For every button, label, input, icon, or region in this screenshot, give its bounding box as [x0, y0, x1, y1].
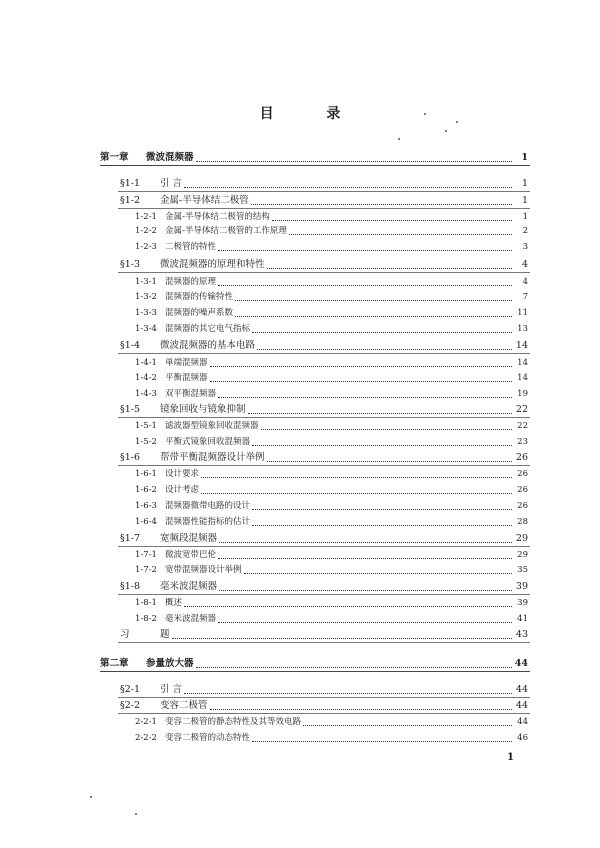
toc-entry-title: 变容二极管的动态特性 — [165, 733, 251, 743]
toc-entry-number: 2-2-2 — [135, 733, 157, 743]
toc-entry-number: 1-2-3 — [135, 242, 157, 252]
dot-leader — [172, 638, 512, 639]
toc-entry-number: 1-7-2 — [135, 565, 157, 575]
toc-entry-title: 微波混频器的原理和特性 — [160, 259, 265, 270]
toc-entry-title: 单端混频器 — [165, 358, 208, 368]
toc-entry-number: 1-3-3 — [135, 308, 157, 318]
toc-entry-page: 1 — [521, 152, 528, 163]
page-title: 目 录 — [259, 106, 365, 122]
toc-entry-title: 设计要求 — [165, 469, 200, 479]
toc-entry-title: 混频器性能指标的估计 — [165, 517, 251, 527]
toc-entry-page: 2 — [522, 226, 528, 236]
toc-entry-number: 习 — [120, 629, 130, 640]
toc-entry-title: 滤波器型镜象回收混频器 — [165, 421, 259, 431]
toc-entry-page: 22 — [515, 404, 528, 415]
toc-entry-page: 26 — [517, 485, 528, 495]
toc-entry-title: 双平衡混频器 — [165, 389, 217, 399]
toc-entry-number: 1-6-1 — [135, 469, 157, 479]
dot-leader — [289, 234, 512, 235]
dot-leader — [248, 413, 512, 414]
dot-leader — [196, 161, 512, 162]
chapter-rule — [100, 671, 530, 672]
toc-entry-number: §1-6 — [120, 452, 141, 463]
toc-entry-page: 46 — [517, 733, 528, 743]
toc-entry-title: 平衡混频器 — [165, 373, 208, 383]
toc-entry-number: 1-2-1 — [135, 212, 157, 222]
toc-entry-page: 4 — [521, 259, 528, 270]
toc-entry-number: §1-3 — [120, 259, 141, 270]
toc-entry-page: 26 — [515, 452, 528, 463]
scan-speck — [398, 138, 400, 140]
toc-entry-page: 1 — [522, 212, 528, 222]
toc-entry-number: 1-2-2 — [135, 226, 157, 236]
toc-entry-number: 1-6-3 — [135, 501, 157, 511]
dot-leader — [218, 558, 512, 559]
scan-speck — [456, 121, 458, 123]
toc-entry-page: 26 — [517, 469, 528, 479]
toc-entry-subsec — [135, 238, 528, 256]
toc-entry-number: §1-4 — [120, 340, 141, 351]
toc-entry-title: 宽频段混频器 — [160, 533, 218, 544]
toc-entry-number: 1-8-2 — [135, 614, 157, 624]
toc-entry-page: 44 — [515, 700, 528, 711]
toc-entry-title: 混频器的原理 — [165, 277, 217, 287]
dot-leader — [235, 316, 512, 317]
scan-speck — [90, 796, 92, 798]
scan-speck — [424, 113, 426, 115]
dot-leader — [219, 590, 512, 591]
toc-entry-page: 23 — [517, 437, 528, 447]
toc-entry-page: 14 — [517, 358, 528, 368]
toc-entry-title: 微波混频器的基本电路 — [160, 340, 256, 351]
toc-entry-title: 混频器微带电路的设计 — [165, 501, 251, 511]
chapter-rule — [100, 165, 530, 166]
toc-entry-page: 22 — [517, 421, 528, 431]
toc-entry-title: 混频器的噪声系数 — [165, 308, 234, 318]
toc-entry-number: 1-7-1 — [135, 550, 157, 560]
dot-leader — [244, 573, 512, 574]
dot-leader — [252, 525, 512, 526]
toc-entry-page: 39 — [517, 598, 528, 608]
toc-entry-title: 金属-半导体结二极管的结构 — [165, 212, 270, 222]
toc-entry-page: 28 — [517, 517, 528, 527]
toc-entry-page: 3 — [522, 242, 528, 252]
toc-entry-number: 1-4-3 — [135, 389, 157, 399]
toc-entry-number: §2-1 — [120, 684, 141, 695]
toc-entry-title: 混频器的其它电气指标 — [165, 324, 251, 334]
toc-entry-subsec — [135, 320, 528, 338]
toc-entry-page: 44 — [515, 684, 528, 695]
toc-entry-subsec — [135, 561, 528, 579]
toc-entry-page: 44 — [514, 658, 528, 669]
toc-entry-page: 13 — [517, 324, 528, 334]
dot-leader — [218, 397, 512, 398]
dot-leader — [218, 285, 512, 286]
toc-entry-title: 变容二极管 — [160, 700, 208, 711]
toc-entry-title: 题 — [160, 629, 170, 640]
toc-entry-number: 第一章 — [100, 152, 129, 163]
dot-leader — [201, 493, 512, 494]
dot-leader — [184, 693, 512, 694]
dot-leader — [210, 381, 512, 382]
toc-entry-number: 1-4-1 — [135, 358, 157, 368]
scan-speck — [135, 813, 137, 815]
toc-entry-page: 43 — [515, 629, 528, 640]
dot-leader — [272, 220, 512, 221]
dot-leader — [184, 187, 512, 188]
toc-entry-title: 概述 — [165, 598, 183, 608]
toc-entry-number: 1-5-2 — [135, 437, 157, 447]
toc-entry-number: 1-4-2 — [135, 373, 157, 383]
dot-leader — [251, 204, 512, 205]
toc-entry-number: §2-2 — [120, 700, 141, 711]
toc-entry-page: 26 — [517, 501, 528, 511]
toc-entry-number: 2-2-1 — [135, 717, 157, 727]
toc-entry-number: 第二章 — [100, 658, 129, 669]
scan-speck — [445, 130, 447, 132]
dot-leader — [303, 725, 512, 726]
toc-entry-title: 金属-半导体结二极管 — [160, 195, 249, 206]
toc-entry-number: 1-6-2 — [135, 485, 157, 495]
toc-entry-title: 毫米波混频器 — [165, 614, 217, 624]
toc-entry-page: 14 — [517, 373, 528, 383]
toc-entry-title: 引 言 — [160, 178, 183, 189]
toc-entry-page: 29 — [517, 550, 528, 560]
toc-entry-title: 引 言 — [160, 684, 183, 695]
toc-entry-title: 平衡式镜象回收混频器 — [165, 437, 251, 447]
section-rule — [118, 642, 530, 643]
toc-entry-subsec — [135, 513, 528, 531]
toc-entry-number: 1-5-1 — [135, 421, 157, 431]
dot-leader — [184, 606, 512, 607]
toc-entry-number: §1-8 — [120, 581, 141, 592]
toc-entry-title: 微波宽带巴伦 — [165, 550, 217, 560]
toc-entry-page: 41 — [517, 614, 528, 624]
dot-leader — [218, 622, 512, 623]
toc-entry-page: 1 — [521, 178, 528, 189]
toc-entry-title: 宽带混频器设计举例 — [165, 565, 242, 575]
toc-entry-title: 混频器的传输特性 — [165, 292, 234, 302]
toc-entry-number: §1-2 — [120, 195, 141, 206]
toc-entry-page: 11 — [517, 308, 528, 318]
dot-leader — [218, 250, 512, 251]
dot-leader — [210, 709, 512, 710]
toc-entry-page: 44 — [517, 717, 528, 727]
toc-entry-page: 7 — [522, 292, 528, 302]
toc-entry-page: 39 — [515, 581, 528, 592]
dot-leader — [252, 445, 512, 446]
toc-entry-number: §1-1 — [120, 178, 141, 189]
dot-leader — [252, 332, 512, 333]
dot-leader — [261, 429, 512, 430]
toc-entry-subsec — [135, 729, 528, 747]
dot-leader — [196, 667, 512, 668]
dot-leader — [235, 300, 512, 301]
toc-entry-number: 1-6-4 — [135, 517, 157, 527]
toc-entry-title: 毫米波混频器 — [160, 581, 218, 592]
toc-entry-page: 14 — [515, 340, 528, 351]
toc-entry-number: 1-8-1 — [135, 598, 157, 608]
toc-entry-number: §1-5 — [120, 404, 141, 415]
toc-entry-number: 1-3-4 — [135, 324, 157, 334]
toc-entry-title: 变容二极管的静态特性及其等效电路 — [165, 717, 302, 727]
toc-entry-title: 金属-半导体结二极管的工作原理 — [165, 226, 287, 236]
toc-entry-page: 4 — [522, 277, 528, 287]
toc-entry-title: 二极管的特性 — [165, 242, 217, 252]
dot-leader — [252, 741, 512, 742]
toc-entry-title: 微波混频器 — [146, 152, 194, 163]
dot-leader — [257, 349, 512, 350]
dot-leader — [252, 509, 512, 510]
toc-entry-number: 1-3-2 — [135, 292, 157, 302]
toc-entry-title: 镜象回收与镜象抑制 — [160, 404, 246, 415]
dot-leader — [219, 542, 512, 543]
dot-leader — [210, 366, 512, 367]
dot-leader — [267, 461, 512, 462]
dot-leader — [267, 268, 512, 269]
dot-leader — [201, 477, 512, 478]
page-number: 1 — [507, 752, 514, 763]
toc-entry-number: 1-3-1 — [135, 277, 157, 287]
toc-entry-title: 参量放大器 — [146, 658, 194, 669]
toc-entry-title: 帮带平衡混频器设计举例 — [160, 452, 265, 463]
toc-entry-page: 35 — [517, 565, 528, 575]
toc-entry-title: 设计考虑 — [165, 485, 200, 495]
toc-entry-page: 1 — [521, 195, 528, 206]
toc-entry-page: 29 — [515, 533, 528, 544]
toc-entry-number: §1-7 — [120, 533, 141, 544]
toc-entry-page: 19 — [517, 389, 528, 399]
